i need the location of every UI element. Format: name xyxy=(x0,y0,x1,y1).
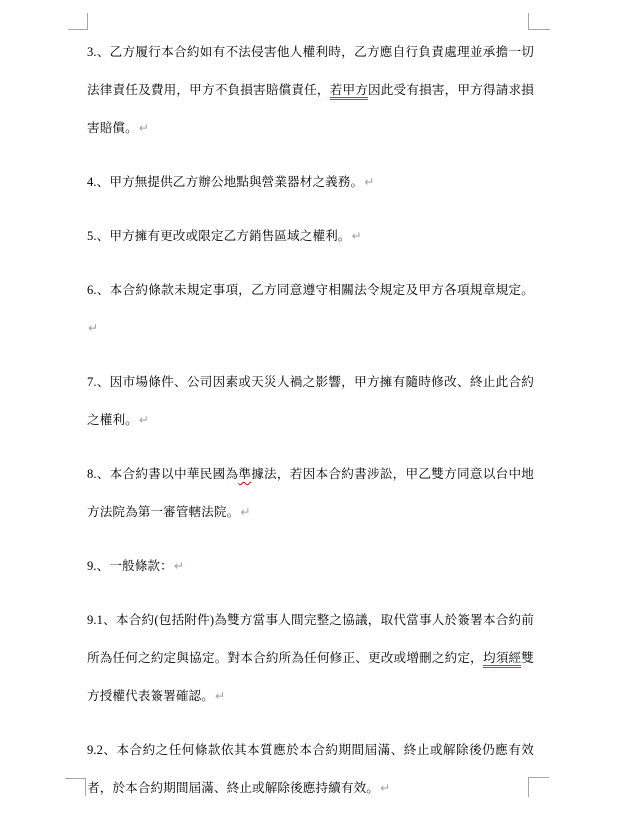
paragraph-mark-icon: ↵ xyxy=(364,175,375,189)
text-boundary-mark-top-right-icon xyxy=(528,13,550,30)
contract-clause-3[interactable] xyxy=(87,33,534,147)
contract-clause-9-1[interactable] xyxy=(87,601,534,715)
contract-clause-9[interactable] xyxy=(87,547,534,585)
paragraph-mark-icon: ↵ xyxy=(240,505,251,519)
text-segment: 7.、因市場條件、公司因素或天災人禍之影響，甲方擁有隨時修改、終止此合約之權利。 xyxy=(87,375,534,427)
text-segment: 6.、本合約條款未規定事項，乙方同意遵守相關法令規定及甲方各項規章規定。 xyxy=(87,283,534,297)
paragraph-mark-icon: ↵ xyxy=(379,781,391,795)
contract-clause-6[interactable] xyxy=(87,271,534,347)
text-segment: 9.2、本合約之任何條款依其本質應於本合約期間屆滿、終止或解除後仍應有效者，於本合約期間屆滿、終止或解除後應持續有效。 xyxy=(87,743,534,795)
spelling-check-marked-text: 準 xyxy=(238,467,252,481)
paragraph-mark-icon: ↵ xyxy=(351,229,362,243)
contract-clause-8[interactable] xyxy=(87,455,534,531)
text-boundary-mark-bottom-left-icon xyxy=(65,778,86,796)
paragraph-mark-icon: ↵ xyxy=(88,321,99,335)
text-segment: 9.1、本合約(包括附件)為雙方當事人間完整之協議，取代當事人於簽署本合約前所為任何之約定與協定。對本合約所為任何修正、更改或增刪之約定， xyxy=(87,613,534,665)
document-text-area[interactable] xyxy=(87,33,534,823)
text-segment: 9.、一般條款： xyxy=(87,559,173,573)
text-segment: 3.、乙方履行本合約如有不法侵害他人權利時，乙方應自行負責處理並承擔一切法律責任及費用，甲方不負損害賠償責任， xyxy=(87,45,534,97)
text-segment: 4.、甲方無提供乙方辦公地點與營業器材之義務。 xyxy=(87,175,364,189)
text-segment: 因此受有損害，甲方得請求損害賠償。 xyxy=(87,83,534,135)
text-segment: 據法，若因本合約書涉訟，甲乙雙方同意以台中地方法院為第一審管轄法院。 xyxy=(87,467,535,519)
contract-clause-4[interactable] xyxy=(87,163,534,201)
paragraph-mark-icon: ↵ xyxy=(138,413,149,427)
paragraph-mark-icon: ↵ xyxy=(214,689,226,703)
paragraph-mark-icon: ↵ xyxy=(138,121,149,135)
grammar-check-marked-text: 若甲方 xyxy=(330,83,368,100)
text-segment: 雙方授權代表簽署確認。 xyxy=(87,651,534,703)
contract-clause-7[interactable] xyxy=(87,363,534,439)
contract-clause-9-2[interactable] xyxy=(87,731,534,807)
text-segment: 5.、甲方擁有更改或限定乙方銷售區域之權利。 xyxy=(87,229,351,243)
contract-clause-5[interactable] xyxy=(87,217,534,255)
grammar-check-marked-text: 均須經 xyxy=(483,651,521,668)
text-boundary-mark-top-left-icon xyxy=(68,13,88,30)
paragraph-mark-icon: ↵ xyxy=(173,559,184,573)
text-segment: 8.、本合約書以中華民國為 xyxy=(87,467,239,481)
